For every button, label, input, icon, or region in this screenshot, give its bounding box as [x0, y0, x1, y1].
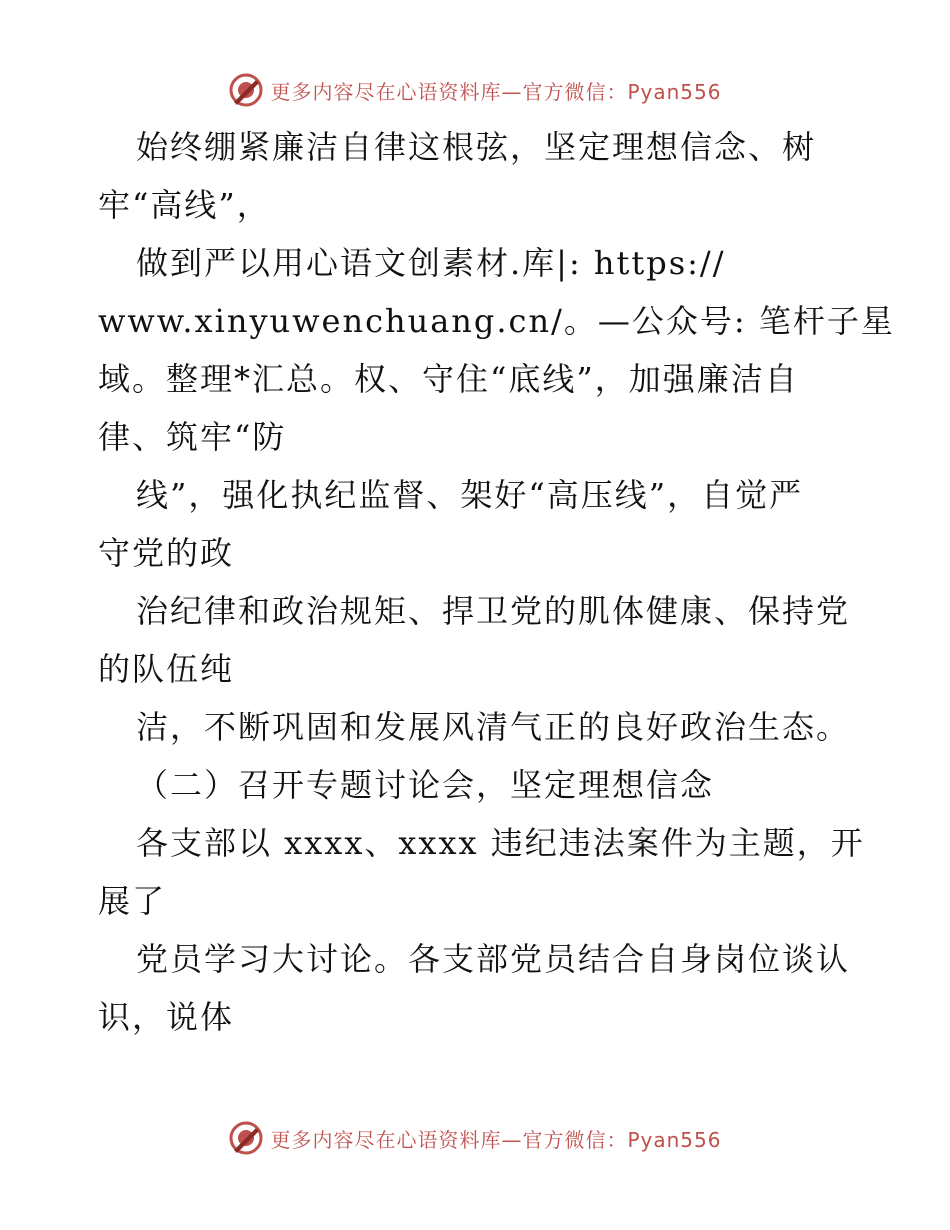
- pen-logo-icon: [228, 1120, 264, 1156]
- header-watermark: [0, 70, 950, 110]
- text-line: 做到严以用心语文创素材.库|: https://: [136, 244, 726, 282]
- text-line: 守党的政: [98, 534, 235, 572]
- section-heading: （二）召开专题讨论会，坚定理想信念: [136, 766, 715, 804]
- text-line: 域。整理*汇总。权、守住“底线”，加强廉洁自: [98, 360, 799, 398]
- text-line: 识，说体: [98, 998, 235, 1036]
- text-line: 线”，强化执纪监督、架好“高压线”，自觉严: [136, 476, 804, 514]
- text-line: 的队伍纯: [98, 650, 235, 688]
- text-line: 律、筑牢“防: [98, 418, 287, 456]
- document-body: [98, 118, 895, 1046]
- pen-logo-icon: [228, 72, 264, 108]
- footer-watermark: [0, 1118, 950, 1158]
- text-line: 展了: [98, 882, 167, 920]
- text-line: 牢“高线”，: [98, 186, 271, 224]
- text-line: 党员学习大讨论。各支部党员结合自身岗位谈认: [136, 940, 851, 978]
- text-line: 洁，不断巩固和发展风清气正的良好政治生态。: [136, 708, 851, 746]
- text-line: 各支部以 xxxx、xxxx 违纪违法案件为主题，开: [136, 824, 865, 862]
- text-line: www.xinyuwenchuang.cn/。—公众号: 笔杆子星: [98, 302, 895, 340]
- text-line: 治纪律和政治规矩、捍卫党的肌体健康、保持党: [136, 592, 851, 630]
- text-line: 始终绷紧廉洁自律这根弦，坚定理想信念、树: [136, 128, 817, 166]
- header-watermark-text: 更多内容尽在心语资料库—官方微信：Pyan556: [270, 79, 722, 104]
- footer-watermark-text: 更多内容尽在心语资料库—官方微信：Pyan556: [270, 1127, 722, 1152]
